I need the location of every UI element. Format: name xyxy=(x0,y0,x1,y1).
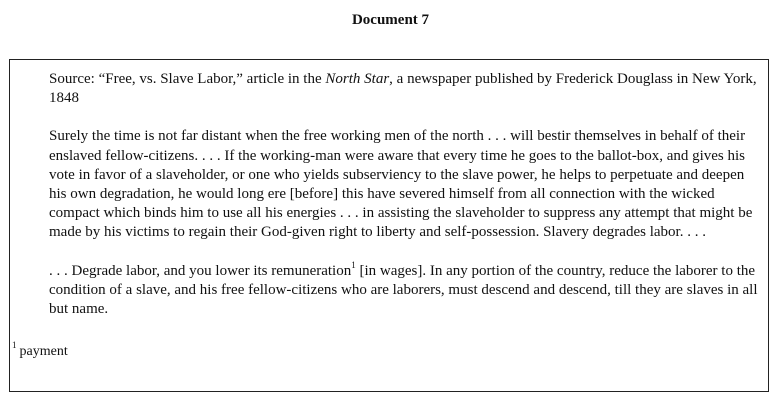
source-prefix: Source: “Free, vs. Slave Labor,” article in the xyxy=(49,71,326,87)
excerpt-paragraph-2 xyxy=(49,259,761,320)
footnote-reference-marker: 1 xyxy=(351,259,356,270)
document-title: Document 7 xyxy=(351,12,430,28)
paragraph-2-text-after-note: [in wages]. In any portion of the country, reduce the laborer to the condition of a slave, and his free fellow-citizens who are laborers, must descend and descend, till they are slaves in all but name. xyxy=(49,262,758,318)
footnote-marker: 1 xyxy=(12,340,17,351)
source-citation xyxy=(49,70,761,108)
footnote-text: payment xyxy=(19,344,68,359)
excerpt-paragraph-1: Surely the time is not far distant when the free working men of the north . . . will bestir themselves in behalf of their enslaved fellow-citizens. . . . If the working-man were aware that every time he goes to the ballot-box, and gives his vote in favor of a slaveholder, or one who yields subserviency to the slave power, he helps to perpetuate and deepen his own degradation, he would long ere [before] this have severed himself from all connection with the wicked compact which binds him to use all his energies . . . in assisting the slaveholder to suppress any attempt that might be made by his victims to regain their God-given right to liberty and self-possession. Slavery degrades labor. . . . xyxy=(49,128,753,241)
document-excerpt-box xyxy=(9,59,769,392)
paragraph-2-text-before-note: . . . Degrade labor, and you lower its remuneration xyxy=(49,262,352,279)
source-suffix: , a newspaper published by Frederick Douglass in New York, 1848 xyxy=(49,71,757,107)
document-excerpt-content xyxy=(49,70,761,319)
footnote xyxy=(12,340,312,361)
publication-name: North Star xyxy=(325,71,390,87)
